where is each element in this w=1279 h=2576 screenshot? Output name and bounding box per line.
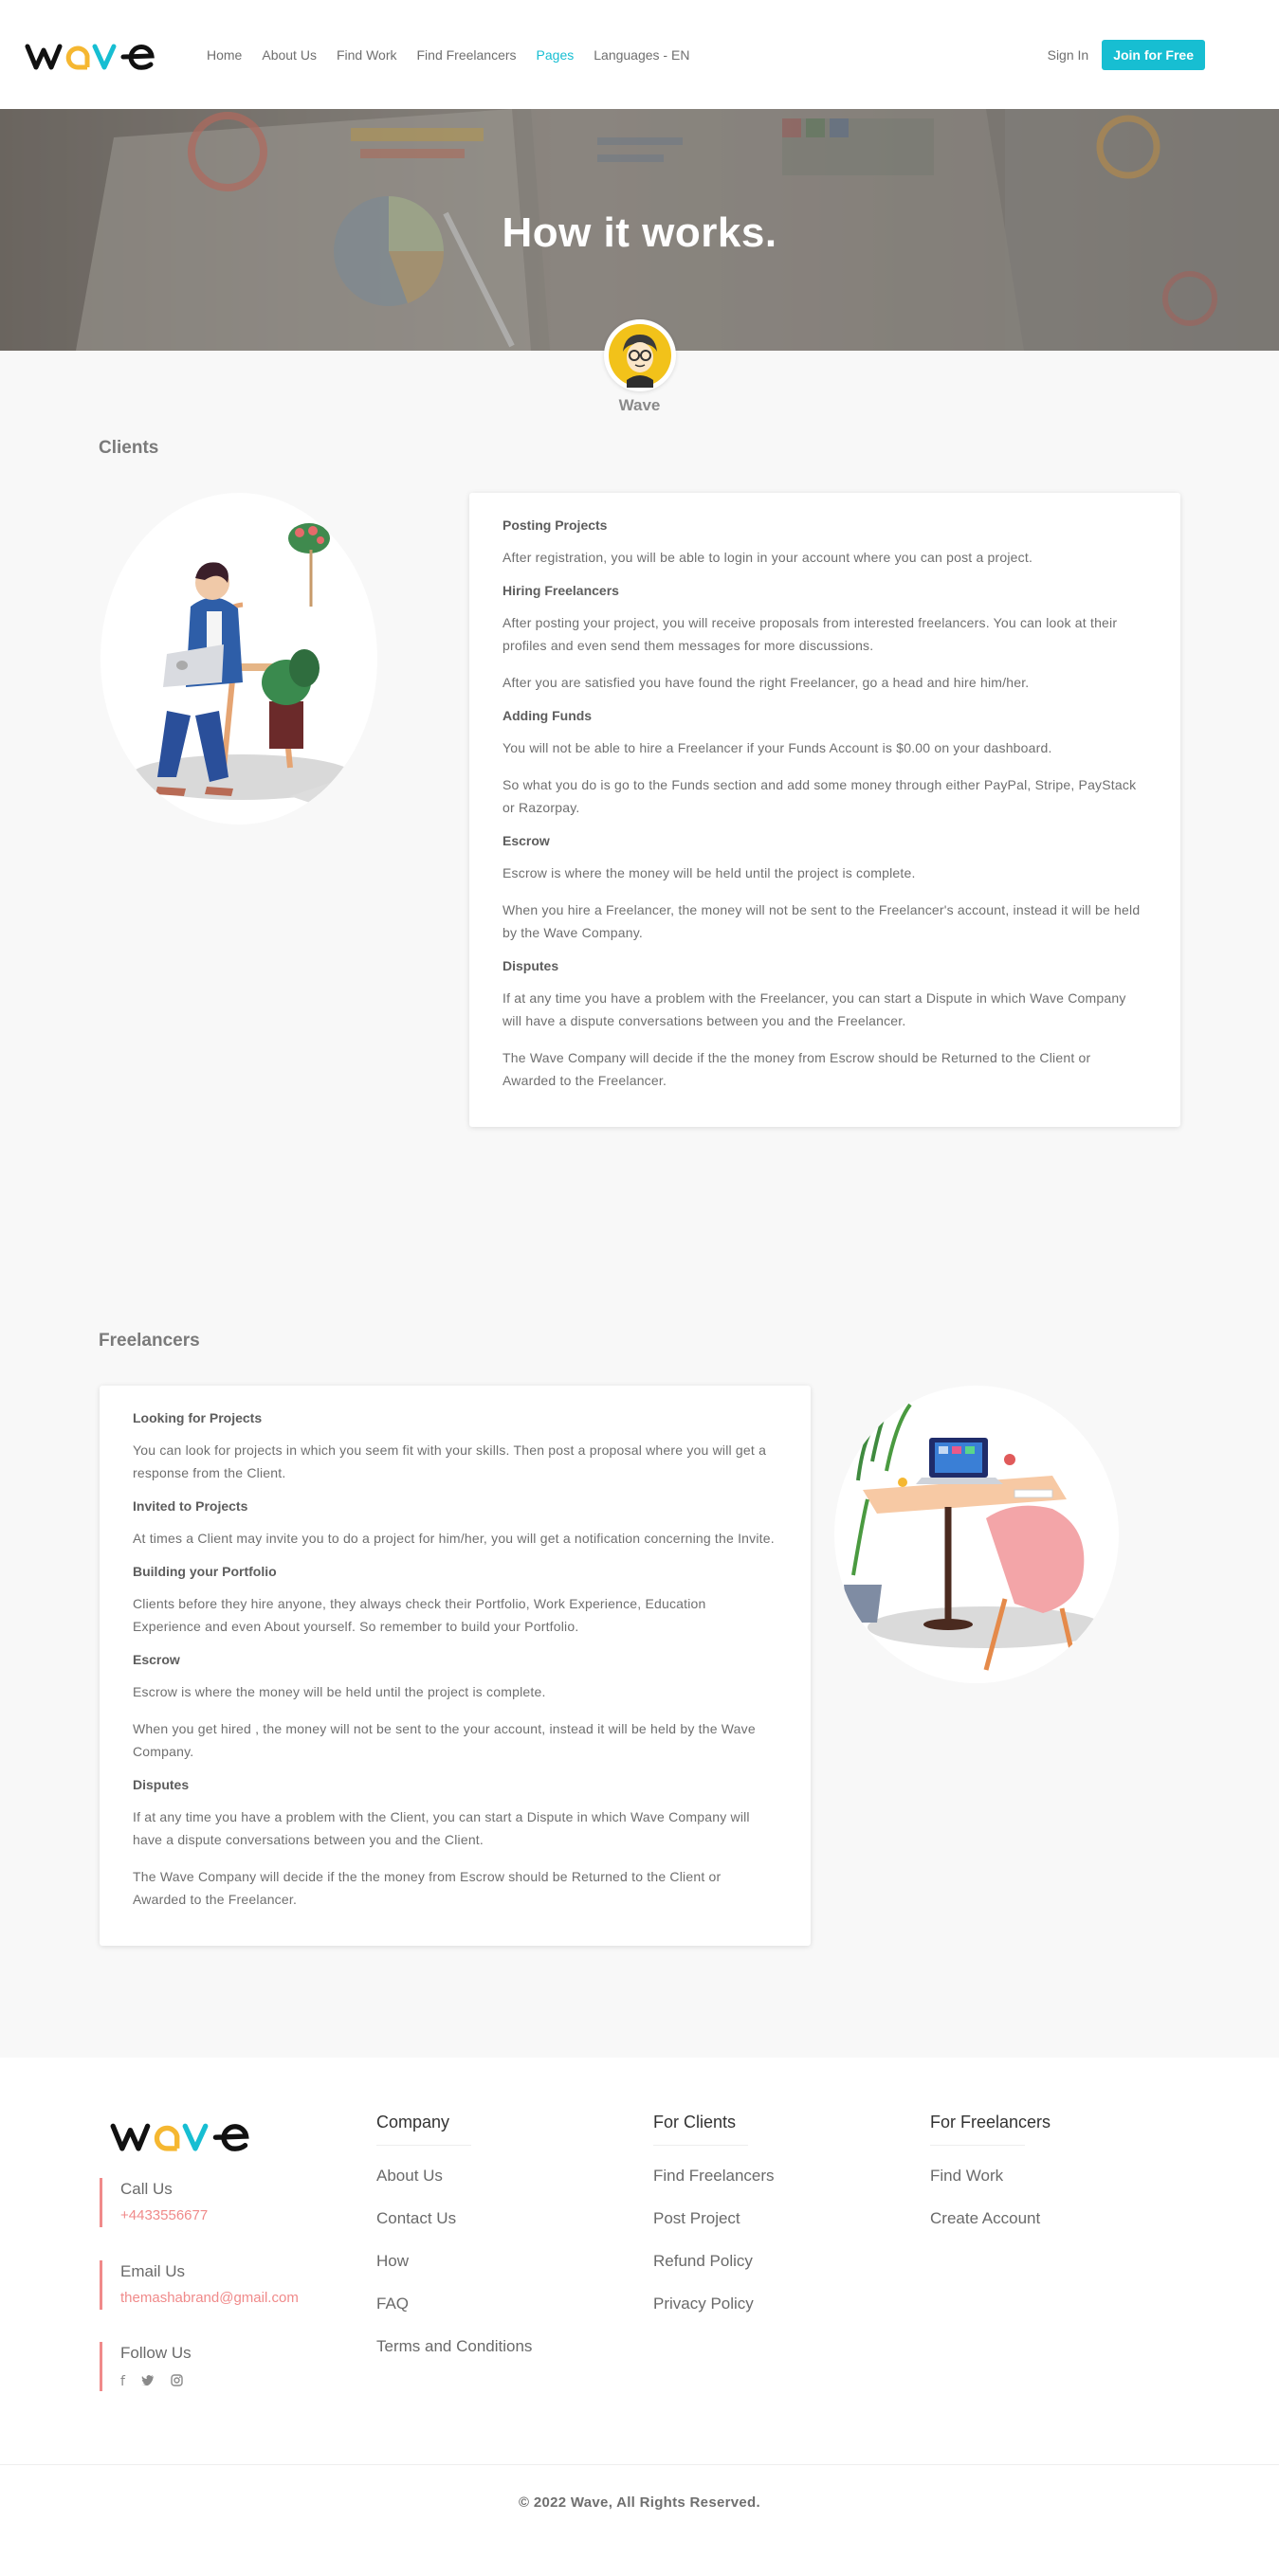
hero-banner	[0, 109, 1279, 351]
clients-info-card	[469, 493, 1180, 1127]
card-heading: Escrow	[502, 833, 550, 848]
card-heading: Posting Projects	[502, 517, 608, 533]
footer-link-privacy-policy[interactable]: Privacy Policy	[653, 2295, 754, 2313]
content-area	[0, 351, 1279, 2058]
top-navbar	[0, 0, 1279, 109]
footer-link-faq[interactable]: FAQ	[376, 2295, 410, 2313]
footer-link-find-work[interactable]: Find Work	[930, 2167, 1004, 2185]
call-us-label: Call Us	[120, 2180, 173, 2198]
card-paragraph: You will not be able to hire a Freelancer if your Funds Account is $0.00 on your dashboard.	[502, 740, 1052, 755]
clients-column-title: For Clients	[653, 2113, 737, 2132]
join-for-free-button[interactable]: Join for Free	[1102, 40, 1205, 70]
freelancers-info-card	[100, 1386, 811, 1946]
wave-logo-footer	[110, 2114, 252, 2156]
footer-logo[interactable]	[110, 2114, 252, 2160]
card-paragraph: Escrow is where the money will be held until the project is complete.	[502, 865, 916, 880]
social-links	[120, 2374, 183, 2390]
clients-section-title: Clients	[99, 438, 159, 458]
footer-link-post-project[interactable]: Post Project	[653, 2209, 740, 2227]
card-paragraph: After registration, you will be able to login in your account where you can post a project.	[502, 550, 1033, 565]
card-heading: Building your Portfolio	[133, 1564, 277, 1579]
card-heading: Escrow	[133, 1652, 180, 1667]
email-us-value[interactable]: themashabrand@gmail.com	[120, 2290, 299, 2306]
card-paragraph: When you get hired , the money will not be sent to the your account, instead it will be held by the Wave Company.	[133, 1721, 756, 1759]
card-heading: Disputes	[133, 1777, 190, 1792]
nav-pages[interactable]: Pages	[536, 46, 575, 63]
call-us-value[interactable]: +4433556677	[120, 2207, 209, 2223]
twitter-icon[interactable]	[141, 2374, 155, 2390]
nav-languages[interactable]: Languages - EN	[594, 46, 690, 63]
footer-company-column	[376, 2113, 532, 2380]
card-paragraph: After posting your project, you will receive proposals from interested freelancers. You can look at their profiles and even send them messages for more discussions.	[502, 615, 1118, 653]
page-title: How it works.	[502, 209, 777, 256]
card-paragraph: After you are satisfied you have found the right Freelancer, go a head and hire him/her.	[502, 675, 1030, 690]
card-heading: Invited to Projects	[133, 1498, 248, 1514]
sign-in-link[interactable]: Sign In	[1047, 46, 1089, 63]
person-with-laptop-illustration	[100, 493, 377, 825]
card-paragraph: If at any time you have a problem with the Client, you can start a Dispute in which Wave Company will have a dispute conversations between you and the Client.	[133, 1809, 750, 1847]
card-paragraph: If at any time you have a problem with the Freelancer, you can start a Dispute in which Wave Company will have a dispute conversations between you and the Freelancer.	[502, 990, 1126, 1028]
card-paragraph: When you hire a Freelancer, the money will not be sent to the Freelancer's account, instead it will be held by the Wave Company.	[502, 902, 1141, 940]
card-heading: Looking for Projects	[133, 1410, 263, 1425]
card-heading: Hiring Freelancers	[502, 583, 619, 598]
follow-us-label: Follow Us	[120, 2344, 192, 2362]
card-paragraph: At times a Client may invite you to do a project for him/her, you will get a notification concerning the Invite.	[133, 1531, 775, 1546]
nav-about-us[interactable]: About Us	[262, 46, 317, 63]
freelancers-illustration	[834, 1386, 1119, 1683]
profile-name: Wave	[618, 396, 661, 414]
instagram-icon[interactable]	[171, 2374, 183, 2390]
footer-clients-column	[653, 2113, 775, 2337]
site-footer	[0, 2058, 1279, 2465]
copyright-text: © 2022 Wave, All Rights Reserved.	[0, 2465, 1279, 2576]
card-heading: Disputes	[502, 958, 559, 973]
nav-home[interactable]: Home	[207, 46, 243, 63]
freelancers-section-title: Freelancers	[99, 1331, 200, 1351]
card-paragraph: Escrow is where the money will be held until the project is complete.	[133, 1684, 546, 1699]
footer-freelancers-column	[930, 2113, 1051, 2252]
nav-find-work[interactable]: Find Work	[336, 46, 397, 63]
clients-illustration	[100, 493, 377, 825]
company-column-title: Company	[376, 2113, 450, 2132]
workspace-desk-illustration	[834, 1386, 1119, 1683]
footer-link-terms[interactable]: Terms and Conditions	[376, 2337, 533, 2355]
card-paragraph: Clients before they hire anyone, they always check their Portfolio, Work Experience, Education Experience and even About yourself. So remember to build your Portfolio.	[133, 1596, 706, 1634]
footer-link-create-account[interactable]: Create Account	[930, 2209, 1041, 2227]
wave-logo[interactable]	[25, 31, 157, 79]
card-paragraph: So what you do is go to the Funds section and add some money through either PayPal, Stripe, PayStack or Razorpay.	[502, 777, 1137, 815]
footer-link-refund-policy[interactable]: Refund Policy	[653, 2252, 753, 2270]
footer-link-how[interactable]: How	[376, 2252, 410, 2270]
email-us-label: Email Us	[120, 2262, 186, 2280]
footer-link-find-freelancers[interactable]: Find Freelancers	[653, 2167, 775, 2185]
card-paragraph: The Wave Company will decide if the the money from Escrow should be Returned to the Client or Awarded to the Freelancer.	[133, 1869, 722, 1907]
wave-logo-mark	[25, 39, 157, 71]
card-paragraph: You can look for projects in which you seem fit with your skills. Then post a proposal where you will get a response from the Client.	[133, 1442, 767, 1480]
footer-link-contact-us[interactable]: Contact Us	[376, 2209, 457, 2227]
footer-link-about-us[interactable]: About Us	[376, 2167, 443, 2185]
freelancers-column-title: For Freelancers	[930, 2113, 1051, 2132]
card-heading: Adding Funds	[502, 708, 593, 723]
nav-find-freelancers[interactable]: Find Freelancers	[416, 46, 517, 63]
main-menu	[207, 47, 689, 63]
card-paragraph: The Wave Company will decide if the the money from Escrow should be Returned to the Client or Awarded to the Freelancer.	[502, 1050, 1091, 1088]
facebook-icon[interactable]: f	[120, 2374, 125, 2389]
